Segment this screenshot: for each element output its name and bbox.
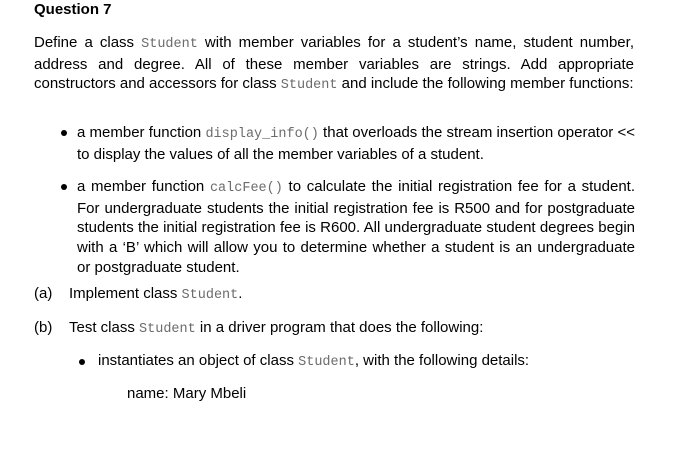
code-student-3: Student [181, 288, 239, 303]
bullet2-text-1: a member function [77, 178, 210, 195]
code-student-2: Student [280, 78, 338, 94]
question-intro [34, 33, 634, 96]
question-title: Question 7 [34, 1, 112, 18]
bullet-dot-2 [61, 184, 67, 190]
bullet1-text-1: a member function [77, 124, 206, 141]
sub-bullet-text-1: instantiates an object of class [98, 352, 299, 369]
part-b-text-1: Test class [69, 319, 140, 336]
bullet-calc-fee [77, 177, 635, 278]
code-student-1: Student [141, 37, 198, 52]
bullet1-text-2: that overloads the stream insertion operator << to display the values of all the member variables of a student. [77, 124, 635, 163]
part-a-label: (a) [34, 285, 53, 302]
part-a-text-1: Implement class [69, 285, 182, 302]
part-b-text-2: in a driver program that does the following: [195, 319, 484, 336]
bullet-display-info [77, 123, 635, 164]
bullet-dot-3 [79, 359, 85, 365]
sub-bullet-instantiate [98, 352, 529, 370]
intro-text-2: with member variables for a student’s name, student number, address and degree. All of these member variables are strings. Add appropriate constructors and accessors for class [34, 34, 634, 93]
bullet2-text-2: to calculate the initial registration fee for a student. For undergraduate students the initial registration fee is R500 and for postgraduate students the initial registration fee is R600. All undergraduate student degrees begin with a ‘B’ which will allow you to determine whether a student is an undergraduate or postgraduate student. [77, 178, 635, 276]
code-display-info: display_info() [205, 127, 319, 142]
code-student-4: Student [139, 322, 196, 337]
part-b-text [69, 319, 483, 337]
part-a-text-2: . [238, 285, 243, 302]
bullet-dot-1 [61, 130, 67, 136]
part-a-text [69, 285, 242, 303]
code-student-5: Student [298, 355, 355, 370]
sub-bullet-text-2: , with the following details: [354, 352, 530, 369]
code-calc-fee: calcFee() [209, 181, 283, 196]
part-b-label: (b) [34, 319, 53, 336]
intro-text-3: and include the following member functions: [337, 75, 634, 93]
detail-name: name: Mary Mbeli [127, 385, 247, 402]
intro-text-1: Define a class [34, 34, 142, 51]
